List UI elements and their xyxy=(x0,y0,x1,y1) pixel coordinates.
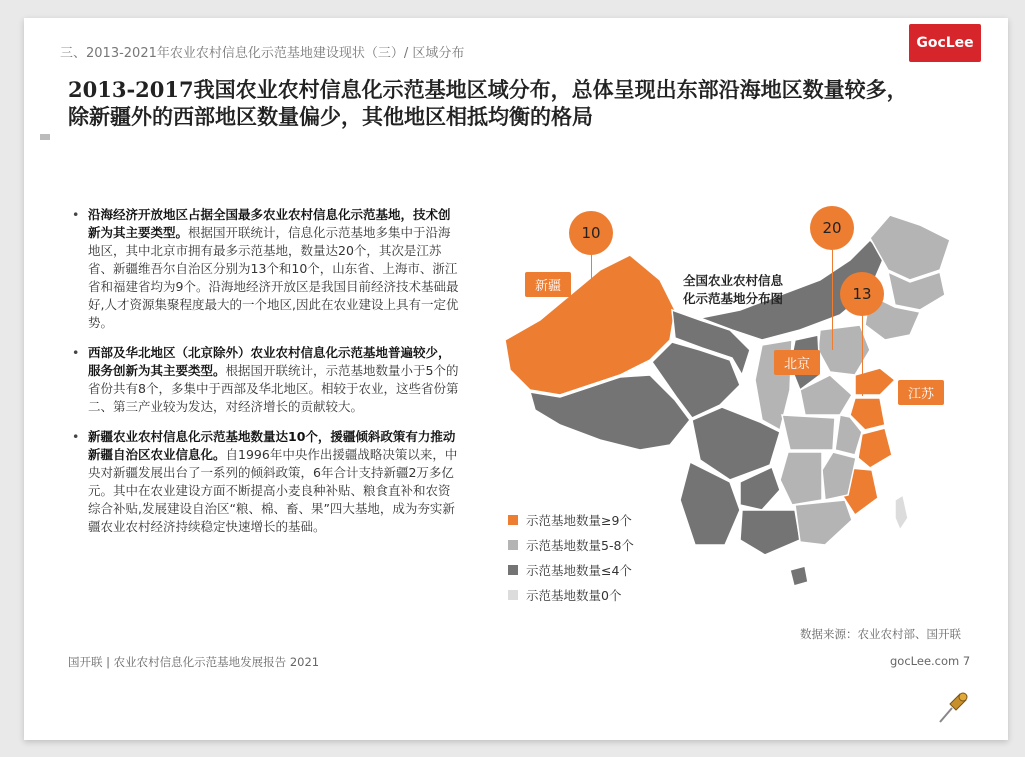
legend-swatch xyxy=(508,515,518,525)
map-caption-line: 化示范基地分布图 xyxy=(682,291,783,306)
callout-bubble-xinjiang: 10 xyxy=(569,211,613,255)
data-source: 数据来源：农业农村部、国开联 xyxy=(800,627,961,641)
bullet-text: 根据国开联统计，示范基地数量小于5个的省份共有8个，多集中于西部及华北地区。相较于农业，这些省份第二、第三产业较为发达，对经济增长的贡献较大。 xyxy=(88,363,459,414)
footer-page-number: gocLee.com 7 xyxy=(890,654,971,668)
map-legend xyxy=(508,512,634,612)
callout-label-beijing: 北京 xyxy=(774,350,820,375)
legend-label: 示范基地数量0个 xyxy=(526,588,622,603)
callout-label-xinjiang: 新疆 xyxy=(525,272,571,297)
goclee-logo: GocLee xyxy=(909,24,981,62)
callout-stem xyxy=(862,316,863,396)
decorative-mark xyxy=(40,134,50,140)
bullet-list xyxy=(72,206,462,548)
callout-bubble-jiangsu: 13 xyxy=(840,272,884,316)
legend-swatch xyxy=(508,590,518,600)
region-shandong xyxy=(855,368,895,395)
bullet-heading: 新疆农业农村信息化示范基地数量达10个，援疆倾斜政策有力推动新疆自治区农业信息化。 xyxy=(88,429,456,462)
footer-report-name: 国开联 | 农业农村信息化示范基地发展报告 2021 xyxy=(68,655,320,669)
map-caption-line: 全国农业农村信息 xyxy=(682,273,783,288)
callout-label-jiangsu: 江苏 xyxy=(898,380,944,405)
region-hubei xyxy=(782,415,835,450)
region-hainan xyxy=(790,566,808,586)
callout-stem xyxy=(591,255,592,299)
region-hunan xyxy=(780,452,822,505)
legend-label: 示范基地数量5-8个 xyxy=(526,538,634,553)
bullet-heading: 沿海经济开放地区占据全国最多农业农村信息化示范基地，技术创新为其主要类型。 xyxy=(88,207,451,240)
callout-stem xyxy=(832,250,833,350)
page-title: 2013-2017我国农业农村信息化示范基地区域分布，总体呈现出东部沿海地区数量较多，除新疆外的西部地区数量偏少，其他地区相抵均衡的格局 xyxy=(68,77,908,129)
bullet-heading: 西部及华北地区（北京除外）农业农村信息化示范基地普遍较少，服务创新为其主要类型。 xyxy=(88,345,451,378)
legend-item xyxy=(508,512,634,528)
legend-label: 示范基地数量≤4个 xyxy=(526,563,632,578)
bullet-text: 自1996年中央作出援疆战略决策以来，中央对新疆发展出台了一系列的倾斜政策，6年合计支持新疆2万多亿元。其中在农业建设方面不断提高小麦良种补贴、粮食直补和农资综合补贴,发展建设自治区“粮、棉、畜、果”四大基地，成为夯实新疆农业农村经济持续稳定快速增长的基础。 xyxy=(88,447,458,534)
legend-item xyxy=(508,562,634,578)
region-heilongjiang xyxy=(870,215,950,280)
bullet-item xyxy=(72,344,462,416)
region-guangdong xyxy=(795,500,852,545)
bullet-text: 根据国开联统计，信息化示范基地多集中于沿海地区，其中北京市拥有最多示范基地，数量达20个，其次是江苏省、新疆维吾尔自治区分别为13个和10个，山东省、上海市、浙江省和福建省均为9个。沿海地经济开放区是我国目前经济技术基础最好,人才资源集聚程度最大的一个地区,因此在农业建设上具有一定优势。 xyxy=(88,225,459,330)
callout-bubble-beijing: 20 xyxy=(810,206,854,250)
legend-label: 示范基地数量≥9个 xyxy=(526,513,632,528)
legend-swatch xyxy=(508,540,518,550)
region-taiwan xyxy=(895,495,908,530)
legend-item xyxy=(508,537,634,553)
region-zhejiang xyxy=(858,428,892,468)
bullet-item xyxy=(72,206,462,332)
region-guangxi xyxy=(740,510,800,555)
bullet-item xyxy=(72,428,462,536)
breadcrumb: 三、2013-2021年农业农村信息化示范基地建设现状（三）/ 区域分布 xyxy=(60,46,465,61)
map-caption xyxy=(663,272,803,308)
pushpin-icon xyxy=(936,690,970,726)
legend-swatch xyxy=(508,565,518,575)
legend-item xyxy=(508,587,634,603)
